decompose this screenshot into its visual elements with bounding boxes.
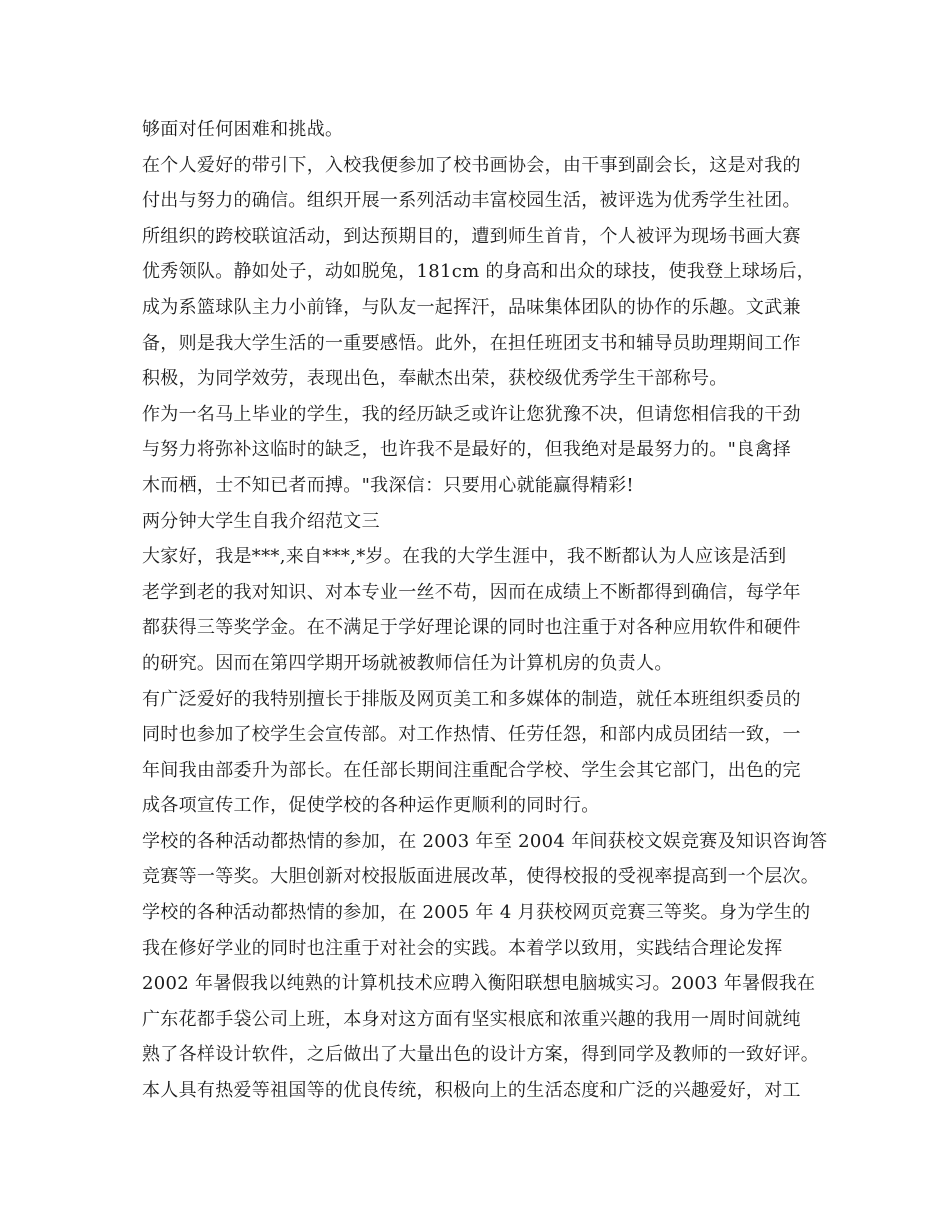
- text-line: 木而栖，士不知已者而搏。"我深信：只要用心就能赢得精彩!: [142, 474, 634, 496]
- text-line: 所组织的跨校联谊活动，到达预期目的，遭到师生首肯，个人被评为现场书画大赛: [142, 225, 801, 247]
- text-line: 成各项宣传工作，促使学校的各种运作更顺利的同时行。: [142, 795, 600, 817]
- text-line: 学校的各种活动都热情的参加，在 2003 年至 2004 年间获校文娱竞赛及知识咨询答: [142, 830, 828, 852]
- text-line: 年间我由部委升为部长。在任部长期间注重配合学校、学生会其它部门，出色的完: [142, 759, 801, 781]
- text-line: 优秀领队。静如处子，动如脱兔，181cm 的身高和出众的球技，使我登上球场后，: [142, 261, 815, 283]
- text-line: 积极，为同学效劳，表现出色，奉献杰出荣，获校级优秀学生干部称号。: [142, 368, 728, 390]
- text-line: 大家好，我是***,来自***,*岁。在我的大学生涯中，我不断都认为人应该是活到: [142, 546, 787, 568]
- text-line: 在个人爱好的带引下，入校我便参加了校书画协会，由干事到副会长，这是对我的: [142, 154, 801, 176]
- text-line: 付出与努力的确信。组织开展一系列活动丰富校园生活，被评选为优秀学生社团。: [142, 190, 801, 212]
- text-line: 我在修好学业的同时也注重于对社会的实践。本着学以致用，实践结合理论发挥: [142, 937, 783, 959]
- document-body: [142, 112, 832, 1109]
- text-line: 都获得三等奖学金。在不满足于学好理论课的同时也注重于对各种应用软件和硬件: [142, 617, 801, 639]
- text-line: 老学到老的我对知识、对本专业一丝不苟，因而在成绩上不断都得到确信，每学年: [142, 581, 801, 603]
- text-line: 学校的各种活动都热情的参加，在 2005 年 4 月获校网页竞赛三等奖。身为学生的: [142, 902, 811, 924]
- text-line: 有广泛爱好的我特别擅长于排版及网页美工和多媒体的制造，就任本班组织委员的: [142, 688, 801, 710]
- text-line: 的研究。因而在第四学期开场就被教师信任为计算机房的负责人。: [142, 652, 673, 674]
- text-line: 同时也参加了校学生会宣传部。对工作热情、任劳任怨，和部内成员团结一致，一: [142, 724, 801, 746]
- text-line: 备，则是我大学生活的一重要感悟。此外，在担任班团支书和辅导员助理期间工作: [142, 332, 801, 354]
- text-line: 作为一名马上毕业的学生，我的经历缺乏或许让您犹豫不决，但请您相信我的干劲: [142, 403, 801, 425]
- text-line: 2002 年暑假我以纯熟的计算机技术应聘入衡阳联想电脑城实习。2003 年暑假我在: [142, 973, 816, 995]
- text-line: 广东花都手袋公司上班，本身对这方面有坚实根底和浓重兴趣的我用一周时间就纯: [142, 1008, 801, 1030]
- text-line: 竞赛等一等奖。大胆创新对校报版面进展改革，使得校报的受视率提高到一个层次。: [142, 866, 820, 888]
- text-line: 够面对任何困难和挑战。: [142, 119, 344, 140]
- section-heading: 两分钟大学生自我介绍范文三: [142, 510, 380, 532]
- text-line: 成为系篮球队主力小前锋，与队友一起挥汗，品味集体团队的协作的乐趣。文武兼: [142, 296, 801, 318]
- text-line: 熟了各样设计软件，之后做出了大量出色的设计方案，得到同学及教师的一致好评。: [142, 1044, 820, 1066]
- text-line: 本人具有热爱等祖国等的优良传统，积极向上的生活态度和广泛的兴趣爱好，对工: [142, 1080, 801, 1102]
- text-line: 与努力将弥补这临时的缺乏，也许我不是最好的，但我绝对是最努力的。"良禽择: [142, 439, 792, 461]
